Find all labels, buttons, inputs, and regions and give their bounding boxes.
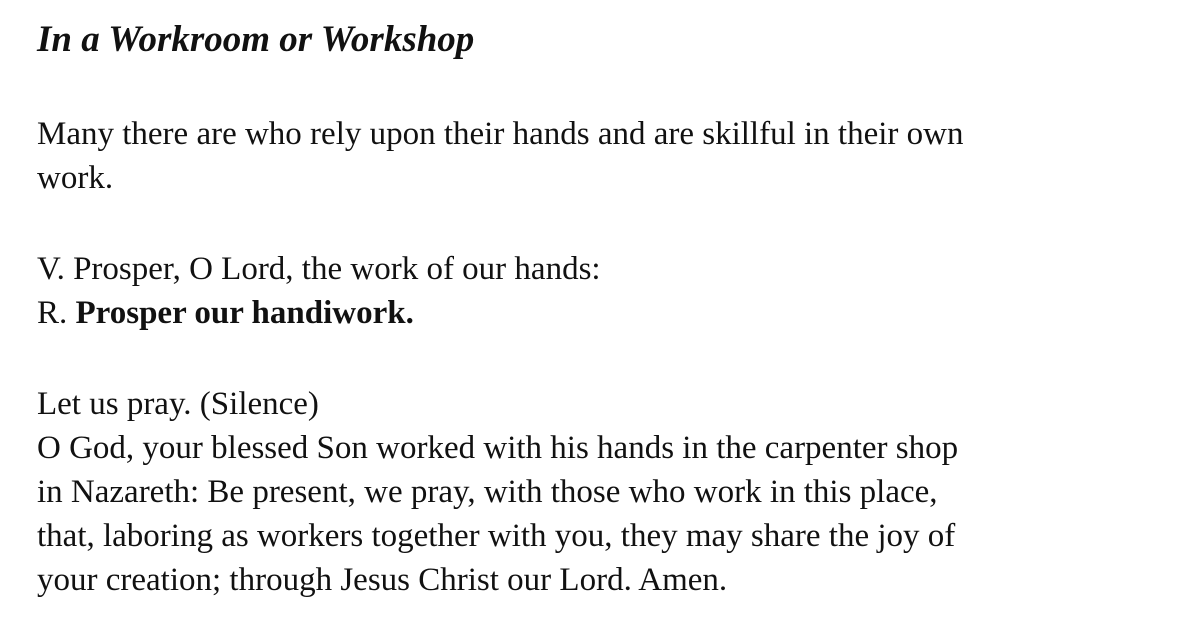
prayer-line: your creation; through Jesus Christ our Lord. Amen. [37, 562, 728, 598]
prayer-paragraph [37, 382, 1167, 602]
versicle-response [37, 247, 1167, 335]
response-line [37, 291, 1167, 335]
versicle-line: V. Prosper, O Lord, the work of our hands: [37, 251, 601, 287]
prayer-line: that, laboring as workers together with you, they may share the joy of [37, 518, 956, 554]
intro-line: Many there are who rely upon their hands and are skillful in their own [37, 116, 964, 152]
prayer-line: O God, your blessed Son worked with his hands in the carpenter shop [37, 430, 959, 466]
response-prefix: R. [37, 295, 76, 331]
document-page [37, 18, 1167, 602]
prayer-invitation: Let us pray. (Silence) [37, 386, 319, 422]
page-title: In a Workroom or Workshop [37, 19, 475, 60]
response-text: Prosper our handiwork. [75, 295, 414, 331]
intro-paragraph [37, 112, 1167, 200]
intro-line: work. [37, 160, 114, 196]
prayer-line: in Nazareth: Be present, we pray, with those who work in this place, [37, 474, 938, 510]
